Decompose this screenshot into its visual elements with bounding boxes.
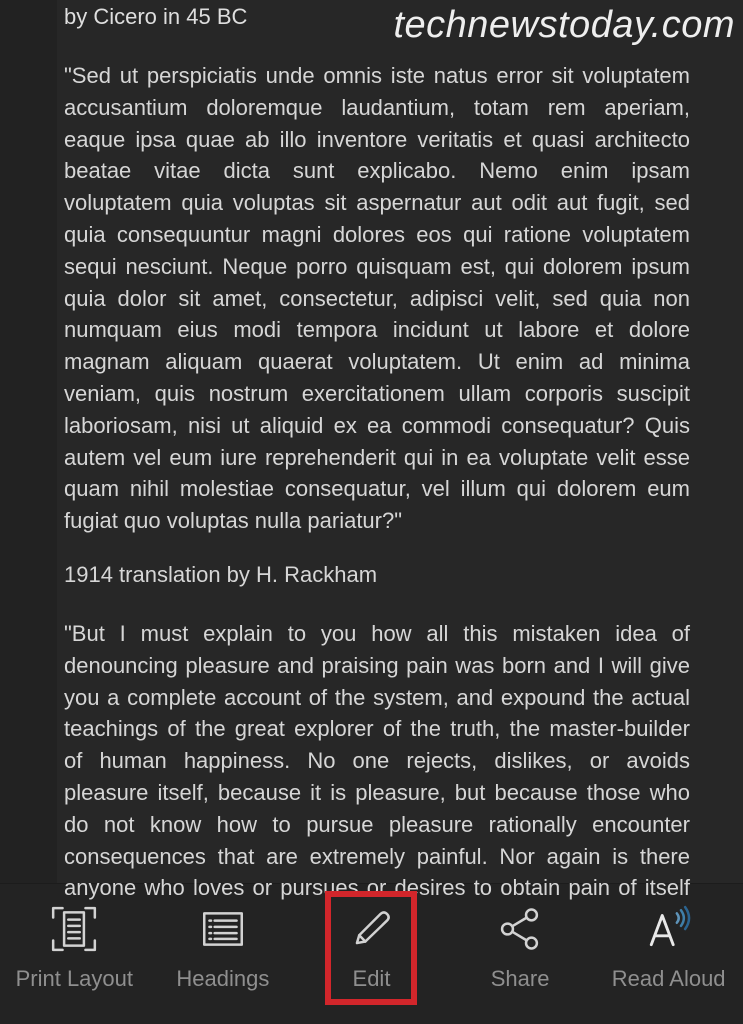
toolbar-label-share: Share xyxy=(490,966,550,991)
text-line: laboriosam, nisi ut aliquid ex ea commodi consequatur? Quis xyxy=(64,412,690,438)
text-line: do not know how to pursue pleasure rationally encounter xyxy=(64,811,690,837)
text-line: consequences that are extremely painful. Nor again is there xyxy=(64,843,690,869)
text-line: quia dolor sit amet, consectetur, adipisci velit, sed quia non xyxy=(64,285,690,311)
text-line: teachings of the great explorer of the truth, the master-builder xyxy=(64,716,690,742)
toolbar-item-edit[interactable] xyxy=(297,884,446,1024)
text-line: you a complete account of the system, and expound the actual xyxy=(64,684,690,710)
print-layout-icon xyxy=(49,904,99,954)
translation-caption: 1914 translation by H. Rackham xyxy=(64,561,378,587)
paragraph-english xyxy=(64,618,690,904)
edit-pencil-icon xyxy=(346,904,396,954)
toolbar-label-edit: Edit xyxy=(352,966,391,991)
paragraph-latin xyxy=(64,60,690,537)
text-line: quia consequuntur magni dolores eos qui ratione voluptatem xyxy=(64,221,690,247)
text-line: autem vel eum iure reprehenderit qui in ea voluptate velit esse xyxy=(64,444,690,470)
text-line: quam nihil molestiae consequatur, vel illum qui dolorem eum xyxy=(64,476,690,502)
document-header xyxy=(64,2,735,46)
text-line: of human happiness. No one rejects, dislikes, or avoids xyxy=(64,748,690,774)
text-line: beatae vitae dicta sunt explicabo. Nemo enim ipsam xyxy=(64,158,690,184)
watermark-text: technewstoday.com xyxy=(393,4,735,46)
bottom-toolbar xyxy=(0,883,743,1024)
text-line: anyone who loves or pursues or desires to obtain pain of itself xyxy=(64,875,690,901)
text-line: accusantium doloremque laudantium, totam rem aperiam, xyxy=(64,94,690,120)
byline-text: by Cicero in 45 BC xyxy=(64,4,248,29)
page-left-gutter xyxy=(0,0,57,884)
text-line: numquam eius modi tempora incidunt ut labore et dolore xyxy=(64,317,690,343)
text-line: veniam, quis nostrum exercitationem ullam corporis suscipit xyxy=(64,380,690,406)
text-line: "Sed ut perspiciatis unde omnis iste natus error sit voluptatem xyxy=(64,63,690,88)
toolbar-item-headings[interactable] xyxy=(149,884,298,1024)
toolbar-item-share[interactable] xyxy=(446,884,595,1024)
text-line: sequi nesciunt. Neque porro quisquam est, qui dolorem ipsum xyxy=(64,253,690,279)
toolbar-item-print-layout[interactable] xyxy=(0,884,149,1024)
toolbar-label-print-layout: Print Layout xyxy=(15,966,133,991)
text-line: eaque ipsa quae ab illo inventore veritatis et quasi architecto xyxy=(64,126,690,152)
headings-icon xyxy=(198,904,248,954)
text-line: "But I must explain to you how all this mistaken idea of xyxy=(64,620,690,646)
share-icon xyxy=(495,904,545,954)
toolbar-label-read-aloud: Read Aloud xyxy=(611,966,726,991)
toolbar-item-read-aloud[interactable] xyxy=(594,884,743,1024)
text-line: fugiat quo voluptas nulla pariatur?" xyxy=(64,508,403,534)
read-aloud-icon xyxy=(644,904,694,954)
text-line: magnam aliquam quaerat voluptatem. Ut enim ad minima xyxy=(64,349,690,375)
toolbar-label-headings: Headings xyxy=(176,966,270,991)
text-line: denouncing pleasure and praising pain was born and I will give xyxy=(64,652,690,678)
text-line: voluptatem quia voluptas sit aspernatur aut odit aut fugit, sed xyxy=(64,190,690,216)
text-line: pleasure itself, because it is pleasure, but because those who xyxy=(64,779,690,805)
